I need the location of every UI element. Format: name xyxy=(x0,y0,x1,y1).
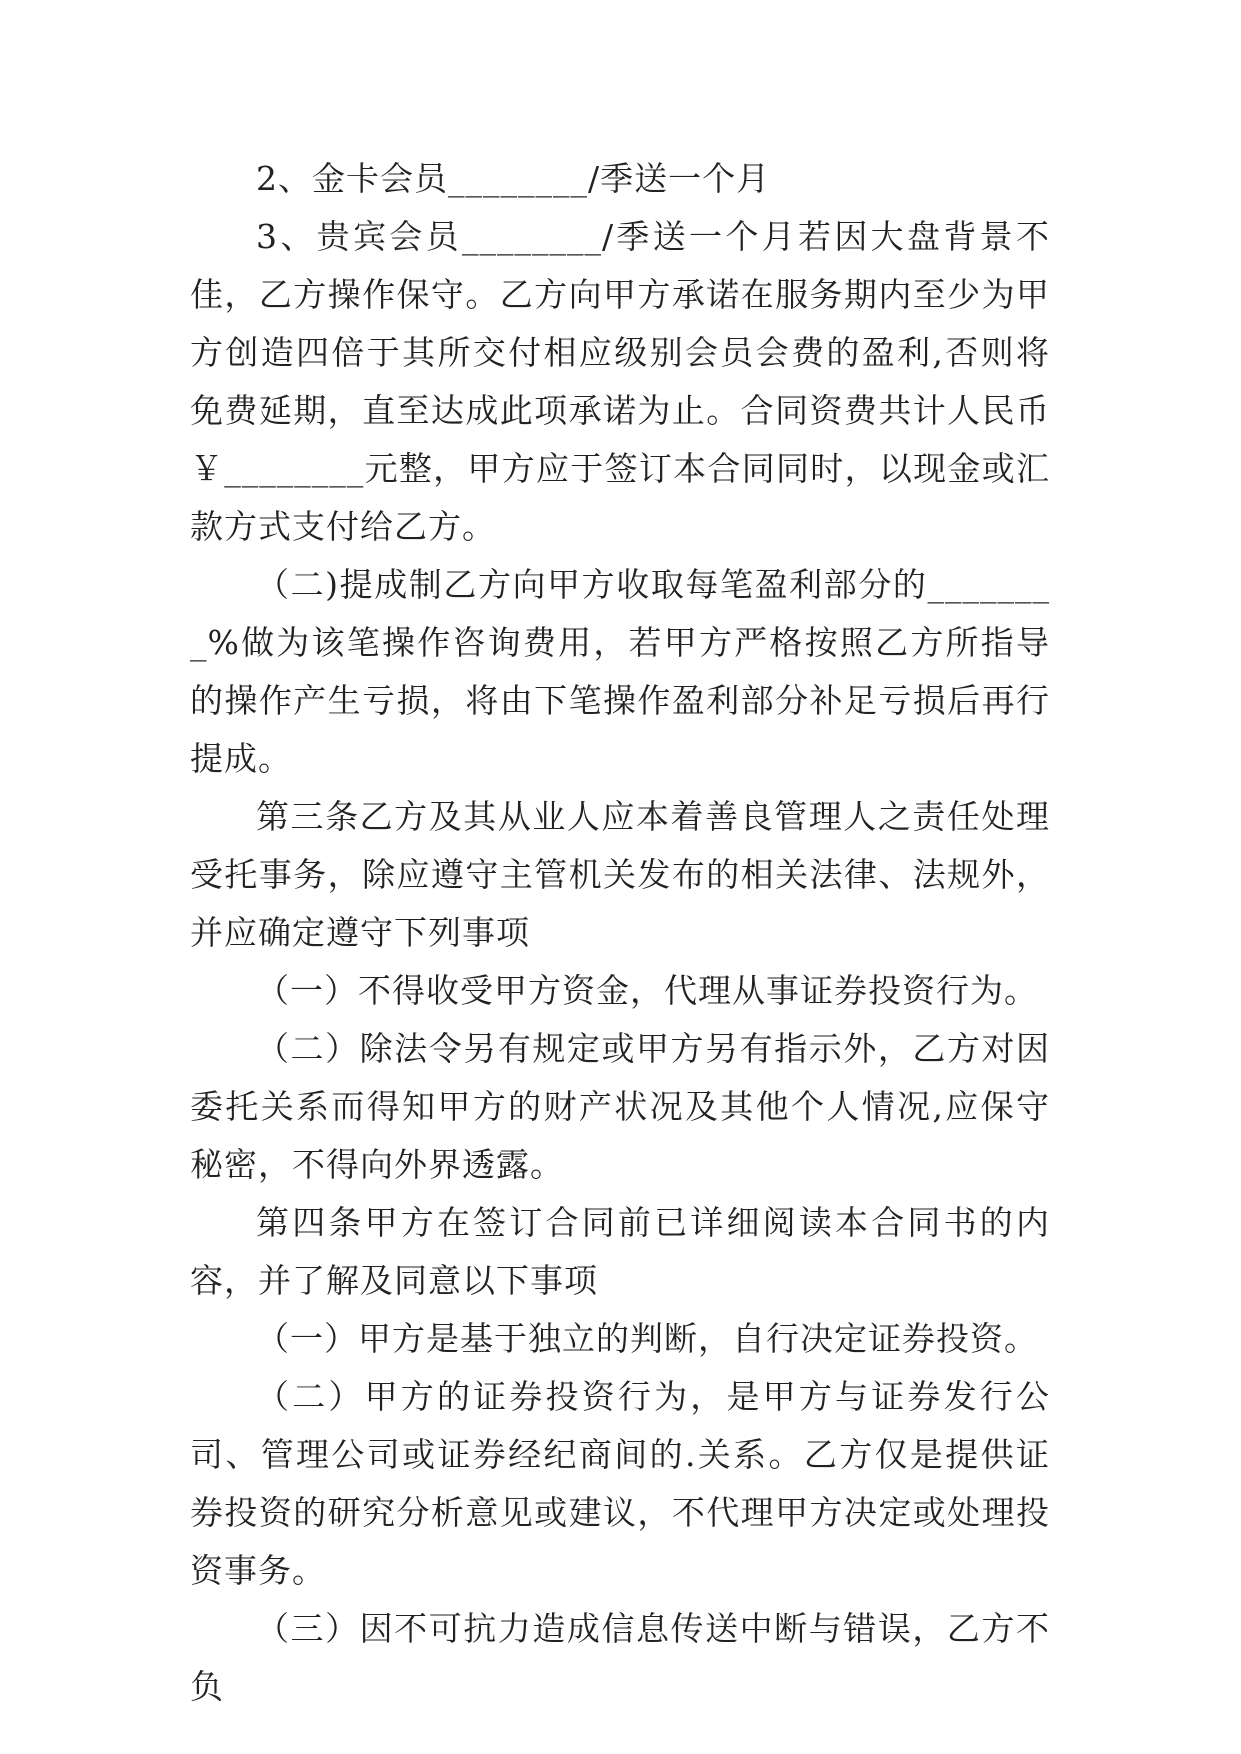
paragraph-article-four: 第四条甲方在签订合同前已详细阅读本合同书的内容，并了解及同意以下事项 xyxy=(190,1203,1050,1300)
paragraph-item-two: （二）除法令另有规定或甲方另有指示外，乙方对因委托关系而得知甲方的财产状况及其他个人情况,应保守秘密，不得向外界透露。 xyxy=(190,1029,1050,1184)
paragraph-four-item-three: （三）因不可抗力造成信息传送中断与错误，乙方不负 xyxy=(190,1609,1050,1706)
paragraph-four-item-one: （一）甲方是基于独立的判断，自行决定证券投资。 xyxy=(256,1319,1038,1358)
paragraph-gold-member: 2、金卡会员________/季送一个月 xyxy=(256,159,771,198)
paragraph-article-three: 第三条乙方及其从业人应本着善良管理人之责任处理受托事务，除应遵守主管机关发布的相关法律、法规外，并应确定遵守下列事项 xyxy=(190,797,1050,952)
paragraph-vip-member: 3、贵宾会员________/季送一个月若因大盘背景不佳，乙方操作保守。乙方向甲方承诺在服务期内至少为甲方创造四倍于其所交付相应级别会员会费的盈利,否则将免费延期，直至达成此项承诺为止。合同资费共计人民币￥________元整，甲方应于签订本合同同时，以现金或汇款方式支付给乙方。 xyxy=(190,217,1050,546)
paragraph-commission: （二)提成制乙方向甲方收取每笔盈利部分的________%做为该笔操作咨询费用，若甲方严格按照乙方所指导的操作产生亏损，将由下笔操作盈利部分补足亏损后再行提成。 xyxy=(190,565,1050,778)
document-body xyxy=(190,150,1050,1716)
paragraph-item-one: （一）不得收受甲方资金，代理从事证券投资行为。 xyxy=(256,971,1038,1010)
paragraph-four-item-two: （二）甲方的证券投资行为，是甲方与证券发行公司、管理公司或证券经纪商间的.关系。乙方仅是提供证券投资的研究分析意见或建议，不代理甲方决定或处理投资事务。 xyxy=(190,1377,1050,1590)
